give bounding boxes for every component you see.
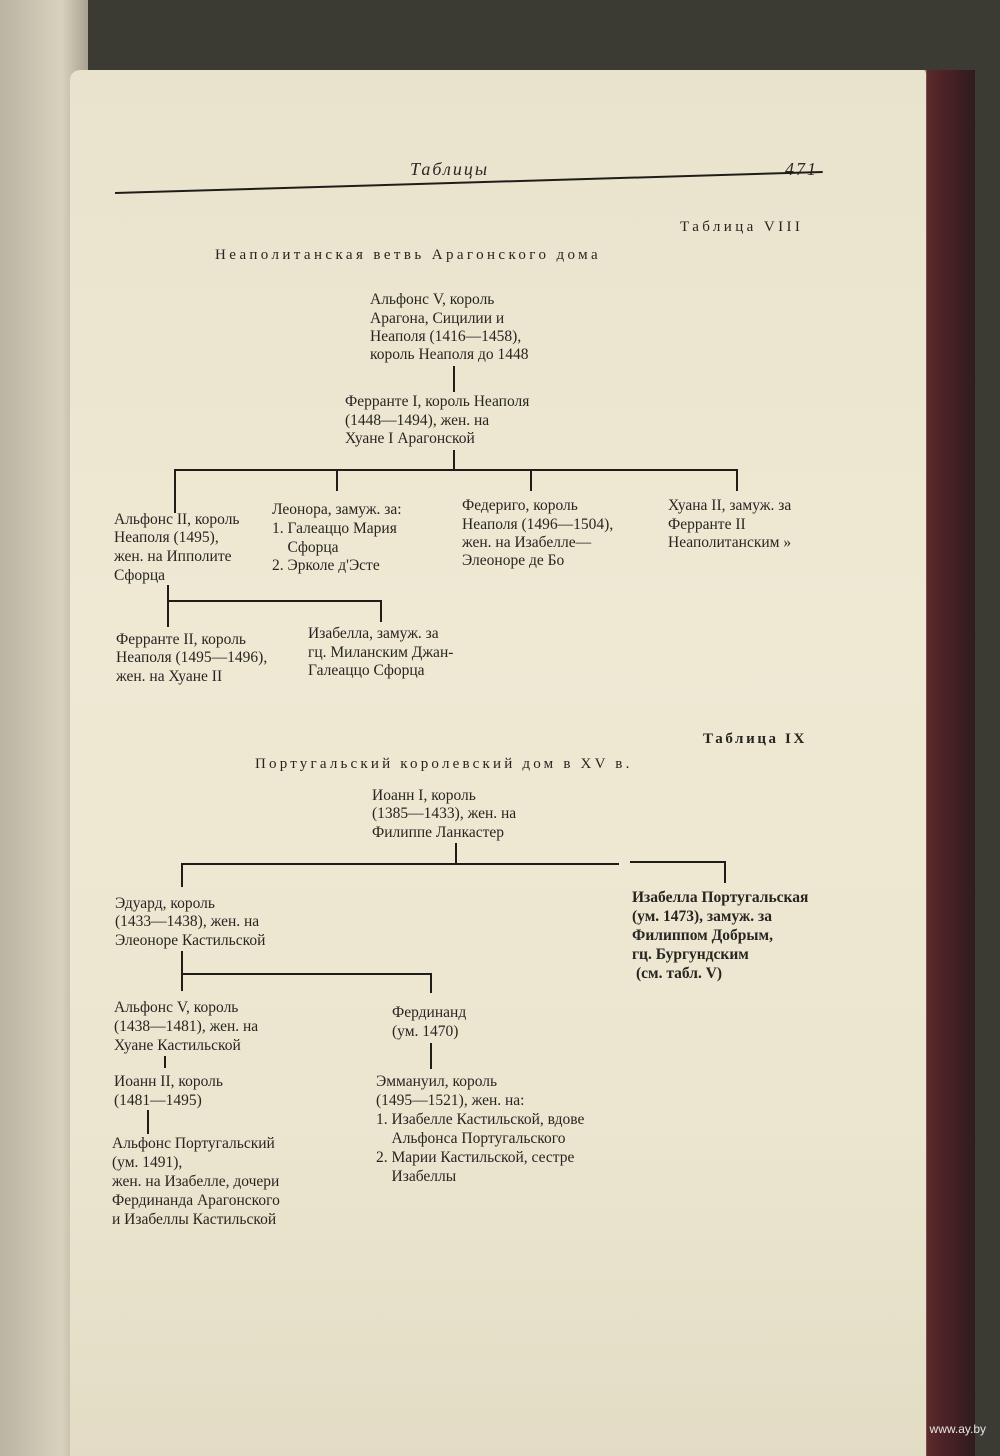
tree-line	[630, 861, 726, 863]
table-viii-label: Таблица VIII	[680, 219, 804, 235]
table-ix-label: Таблица IX	[703, 731, 807, 747]
tree-line	[530, 469, 532, 491]
tree-line	[164, 1056, 166, 1068]
tree-line	[453, 366, 455, 392]
book-photo: Таблицы 471 Таблица VIII Неаполитанская ветвь Арагонского дома Альфонс V, король Арагона, Сицилии и Неаполя (1416—1458), король Неаполя до 1448 Ферранте I, король Неаполя (1448—1494), жен. на Хуане I Арагонской Альфонс II, король Неаполя (1495), жен. на Ипполите Сфорца Леонора, замуж. за: 1. Галеаццо Мария Сфорца 2. Эрколе д'Эсте Федериго, король Неаполя (1496—1504), жен. на Изабелле— Элеоноре де Бо Хуана II, замуж. за Ферранте II Неаполитанским » Ферранте II, король Неаполя (1495—1496), жен. на Хуане II Изабелла, замуж. за гц. Миланским Джан- Галеаццо Сфорца Таблица IX Португальский королевский дом в XV в. Иоанн I, король (1385—1433), жен. на Филиппе Ланкастер Эдуард, король (1433—1438), жен. на Элеоноре Кастильской Изабелла Португальская (ум. 1473), замуж. за Филиппом Добрым, гц. Бургундским (см. табл. V) Альфонс V, король (1438—1481), жен. на Хуане Кастильской Фердинанд (ум. 1470) Иоанн II, король (1481—1495) Эммануил, король (1495—1521), жен. на: 1. Изабелле Кастильской, вдове Альфонса Португальского 2. Марии Кастильской, сестре Изабеллы Альфонс Португальский (ум. 1491), жен. на Изабелле, дочери Фердинанда Арагонского и Изабеллы Кастильской www.ay.by	[0, 0, 1000, 1456]
tree-line	[455, 843, 457, 865]
tree-line	[181, 973, 432, 975]
tree-line	[174, 469, 176, 513]
tree-line	[724, 861, 726, 883]
table-ix-title: Португальский королевский дом в XV в.	[255, 756, 633, 772]
watermark: www.ay.by	[929, 1422, 986, 1436]
page-number: 471	[785, 159, 818, 179]
tree-line	[181, 863, 183, 887]
tree-line	[336, 469, 338, 491]
tree-line	[430, 1043, 432, 1069]
table-viii-title: Неаполитанская ветвь Арагонского дома	[215, 247, 602, 263]
tree-line	[181, 951, 183, 991]
tree-line	[167, 600, 382, 602]
tree-line	[181, 863, 619, 865]
tree-line	[736, 469, 738, 491]
tree-line	[174, 469, 738, 471]
tree-line	[453, 450, 455, 470]
tree-line	[430, 973, 432, 993]
tree-line	[167, 585, 169, 627]
tree-line	[147, 1110, 149, 1134]
tree-line	[380, 600, 382, 622]
running-head: Таблицы	[410, 159, 490, 179]
